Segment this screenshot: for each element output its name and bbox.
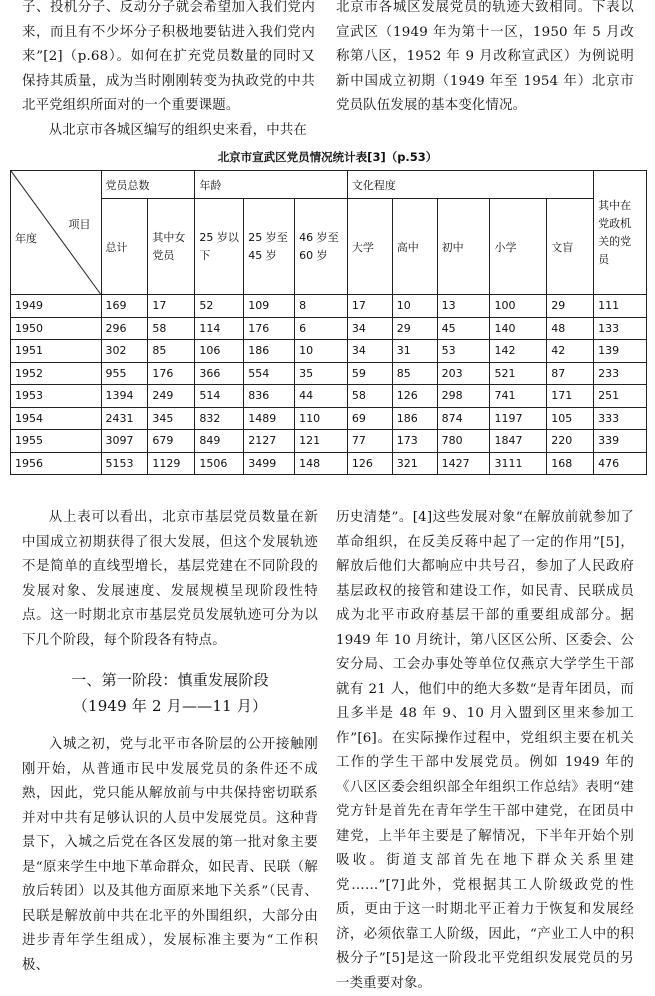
table-cell: 8 bbox=[295, 295, 348, 318]
table-cell: 5153 bbox=[101, 452, 148, 475]
table-cell: 58 bbox=[148, 317, 195, 340]
table-cell: 142 bbox=[490, 340, 547, 363]
table-cell: 176 bbox=[148, 362, 195, 385]
table-cell: 554 bbox=[244, 362, 295, 385]
table-cell-year: 1952 bbox=[11, 362, 102, 385]
header-edu1: 大学 bbox=[347, 199, 392, 295]
table-cell: 169 bbox=[101, 295, 148, 318]
table-cell: 298 bbox=[437, 385, 490, 408]
table-cell: 44 bbox=[295, 385, 348, 408]
header-age-group: 年龄 bbox=[195, 171, 348, 199]
table-cell: 3111 bbox=[490, 452, 547, 475]
table-cell: 109 bbox=[244, 295, 295, 318]
table-cell: 1129 bbox=[148, 452, 195, 475]
table-cell-year: 1955 bbox=[11, 430, 102, 453]
paragraph: 北京市各城区发展党员的轨迹大致相同。下表以宣武区（1949 年为第十一区，1950 年 5 月改称第八区，1952 年 9 月改称宣武区）为例说明新中国成立初期（1949 年至 1954 年）北京市党员队伍发展的基本变化情况。 bbox=[336, 0, 634, 113]
table-cell: 849 bbox=[195, 430, 244, 453]
table-row bbox=[11, 452, 647, 475]
table-row bbox=[11, 385, 647, 408]
table-cell: 69 bbox=[347, 407, 392, 430]
table-cell: 345 bbox=[148, 407, 195, 430]
bottom-left-column bbox=[22, 506, 318, 978]
table-cell: 105 bbox=[547, 407, 594, 430]
table-cell: 3499 bbox=[244, 452, 295, 475]
table-cell: 233 bbox=[594, 362, 647, 385]
header-year: 年度 bbox=[15, 232, 37, 245]
table-cell: 1197 bbox=[490, 407, 547, 430]
table-cell: 126 bbox=[347, 452, 392, 475]
diagonal-header-cell bbox=[11, 171, 102, 295]
top-left-column bbox=[22, 0, 315, 143]
table-cell: 514 bbox=[195, 385, 244, 408]
top-right-column bbox=[336, 0, 634, 119]
table-cell: 10 bbox=[295, 340, 348, 363]
table-cell: 366 bbox=[195, 362, 244, 385]
table-cell: 110 bbox=[295, 407, 348, 430]
table-cell: 42 bbox=[547, 340, 594, 363]
table-cell: 780 bbox=[437, 430, 490, 453]
table-cell-year: 1954 bbox=[11, 407, 102, 430]
table-cell: 85 bbox=[148, 340, 195, 363]
section-heading bbox=[22, 667, 318, 719]
paragraph: 子、投机分子、反动分子就会希望加入我们党内来，而且有不少坏分子积极地要钻进入我们党内来”[2]（p.68）。如何在扩充党员数量的同时又保持其质量，成为当时刚刚转变为执政党的中共北平党组织所面对的一个重要课题。 bbox=[22, 0, 315, 113]
table-cell: 302 bbox=[101, 340, 148, 363]
table-cell: 45 bbox=[437, 317, 490, 340]
table-cell: 832 bbox=[195, 407, 244, 430]
table-cell: 17 bbox=[148, 295, 195, 318]
table-row bbox=[11, 340, 647, 363]
section-heading-dates: （1949 年 2 月——11 月） bbox=[72, 697, 268, 715]
table-cell: 100 bbox=[490, 295, 547, 318]
table-row bbox=[11, 295, 647, 318]
table-cell: 48 bbox=[547, 317, 594, 340]
bottom-right-column bbox=[336, 506, 634, 996]
header-age3: 46 岁至 60 岁 bbox=[295, 199, 348, 295]
table-cell: 321 bbox=[392, 452, 437, 475]
table-cell: 173 bbox=[392, 430, 437, 453]
table-cell: 203 bbox=[437, 362, 490, 385]
table-cell: 1847 bbox=[490, 430, 547, 453]
table-cell: 339 bbox=[594, 430, 647, 453]
paragraph: 入城之初，党与北平市各阶层的公开接触刚刚开始，从普通市民中发展党员的条件还不成熟，因此，党只能从解放前与中共保持密切联系并对中共有足够认识的人员中发展党员。这种背景下，入城之后党在各区发展的第一批对象主要是“原来学生中地下革命群众，如民青、民联（解放后转团）以及其他方面原来地下关系”（民青、民联是解放前中共在北平的外围组织，大部分由进步青年学生组成），发展标准主要为“工作积极、 bbox=[22, 737, 318, 973]
header-age1: 25 岁以下 bbox=[195, 199, 244, 295]
table-cell-year: 1956 bbox=[11, 452, 102, 475]
table-cell: 59 bbox=[347, 362, 392, 385]
table-cell-year: 1949 bbox=[11, 295, 102, 318]
table-cell: 251 bbox=[594, 385, 647, 408]
table-cell: 58 bbox=[347, 385, 392, 408]
table-cell: 3097 bbox=[101, 430, 148, 453]
statistics-table bbox=[10, 170, 647, 475]
table-cell: 29 bbox=[392, 317, 437, 340]
table-cell: 521 bbox=[490, 362, 547, 385]
table-cell: 10 bbox=[392, 295, 437, 318]
table-row bbox=[11, 362, 647, 385]
table-cell: 836 bbox=[244, 385, 295, 408]
table-cell: 1394 bbox=[101, 385, 148, 408]
header-total-group: 党员总数 bbox=[101, 171, 195, 199]
header-cadre: 其中在党政机关的党员 bbox=[594, 171, 647, 295]
table-cell: 29 bbox=[547, 295, 594, 318]
header-item: 项目 bbox=[68, 218, 91, 231]
table-cell: 1506 bbox=[195, 452, 244, 475]
table-row bbox=[11, 430, 647, 453]
table-cell: 249 bbox=[148, 385, 195, 408]
table-cell-year: 1953 bbox=[11, 385, 102, 408]
table-row bbox=[11, 317, 647, 340]
table-row bbox=[11, 407, 647, 430]
table-cell: 52 bbox=[195, 295, 244, 318]
table-cell: 106 bbox=[195, 340, 244, 363]
table-cell: 34 bbox=[347, 317, 392, 340]
header-edu3: 初中 bbox=[437, 199, 490, 295]
table-cell: 114 bbox=[195, 317, 244, 340]
table-cell: 85 bbox=[392, 362, 437, 385]
table-cell: 186 bbox=[392, 407, 437, 430]
table-cell: 111 bbox=[594, 295, 647, 318]
table-cell: 296 bbox=[101, 317, 148, 340]
table-cell: 2431 bbox=[101, 407, 148, 430]
table-cell: 220 bbox=[547, 430, 594, 453]
table-cell: 955 bbox=[101, 362, 148, 385]
header-total: 总计 bbox=[101, 199, 148, 295]
header-edu5: 文盲 bbox=[547, 199, 594, 295]
table-cell: 168 bbox=[547, 452, 594, 475]
table-cell-year: 1951 bbox=[11, 340, 102, 363]
table-cell: 140 bbox=[490, 317, 547, 340]
header-age2: 25 岁至 45 岁 bbox=[244, 199, 295, 295]
table-cell: 35 bbox=[295, 362, 348, 385]
table-cell: 31 bbox=[392, 340, 437, 363]
table-title: 北京市宣武区党员情况统计表[3]（p.53） bbox=[217, 150, 438, 164]
table-cell: 333 bbox=[594, 407, 647, 430]
table-cell-year: 1950 bbox=[11, 317, 102, 340]
table-cell: 679 bbox=[148, 430, 195, 453]
section-heading-title: 一、第一阶段：慎重发展阶段 bbox=[71, 671, 269, 689]
table-cell: 176 bbox=[244, 317, 295, 340]
table-cell: 87 bbox=[547, 362, 594, 385]
table-cell: 171 bbox=[547, 385, 594, 408]
table-cell: 874 bbox=[437, 407, 490, 430]
header-edu4: 小学 bbox=[490, 199, 547, 295]
table-cell: 476 bbox=[594, 452, 647, 475]
table-cell: 1427 bbox=[437, 452, 490, 475]
paragraph: 历史清楚”。[4]这些发展对象“在解放前就参加了革命组织，在反美反蒋中起了一定的作用”[5]，解放后他们大都响应中共号召，参加了人民政府基层政权的接管和建设工作，如民青、民联成员成为北平市政府基层干部的重要组成部分。据 1949 年 10 月统计，第八区区公所、区委会、公安分局、工会办事处等单位仅燕京大学学生干部就有 21 人，他们中的绝大多数“是青年团员，而且多半是 48 年 9、10 月入盟到区里来参加工作”[6]。在实际操作过程中，党组织主要在机关工作的学生干部中发展党员。例如 1949 年的《八区区委会组织部全年组织工作总结》表明“建党方针是首先在青年学生干部中建党，在团员中建党，上半年主要是了解情况，下半年开始个别吸收。街道支部首先在地下群众关系里建党……”[7]此外，党根据其工人阶级政党的性质，更由于这一时期北平正着力于恢复和发展经济，必须依靠工人阶级，因此，“产业工人中的积极分子”[5]是这一阶段北平党组织发展党员的另一类重要对象。 bbox=[336, 510, 634, 991]
header-female: 其中女党员 bbox=[148, 199, 195, 295]
table-cell: 121 bbox=[295, 430, 348, 453]
table-cell: 77 bbox=[347, 430, 392, 453]
table-cell: 186 bbox=[244, 340, 295, 363]
table-cell: 133 bbox=[594, 317, 647, 340]
table-cell: 2127 bbox=[244, 430, 295, 453]
header-edu2: 高中 bbox=[392, 199, 437, 295]
table-cell: 148 bbox=[295, 452, 348, 475]
table-cell: 6 bbox=[295, 317, 348, 340]
table-cell: 1489 bbox=[244, 407, 295, 430]
table-cell: 13 bbox=[437, 295, 490, 318]
table-cell: 34 bbox=[347, 340, 392, 363]
paragraph: 从北京市各城区编写的组织史来看，中共在 bbox=[48, 122, 308, 138]
table-cell: 53 bbox=[437, 340, 490, 363]
table-cell: 139 bbox=[594, 340, 647, 363]
paragraph: 从上表可以看出，北京市基层党员数量在新中国成立初期获得了很大发展，但这个发展轨迹不是简单的直线型增长，基层党建在不同阶段的发展对象、发展速度、发展规模呈现阶段性特点。这一时期北京市基层党员发展轨迹可分为以下几个阶段，每个阶段各有特点。 bbox=[22, 510, 318, 648]
table-cell: 17 bbox=[347, 295, 392, 318]
table-cell: 741 bbox=[490, 385, 547, 408]
table-cell: 126 bbox=[392, 385, 437, 408]
header-edu-group: 文化程度 bbox=[347, 171, 593, 199]
